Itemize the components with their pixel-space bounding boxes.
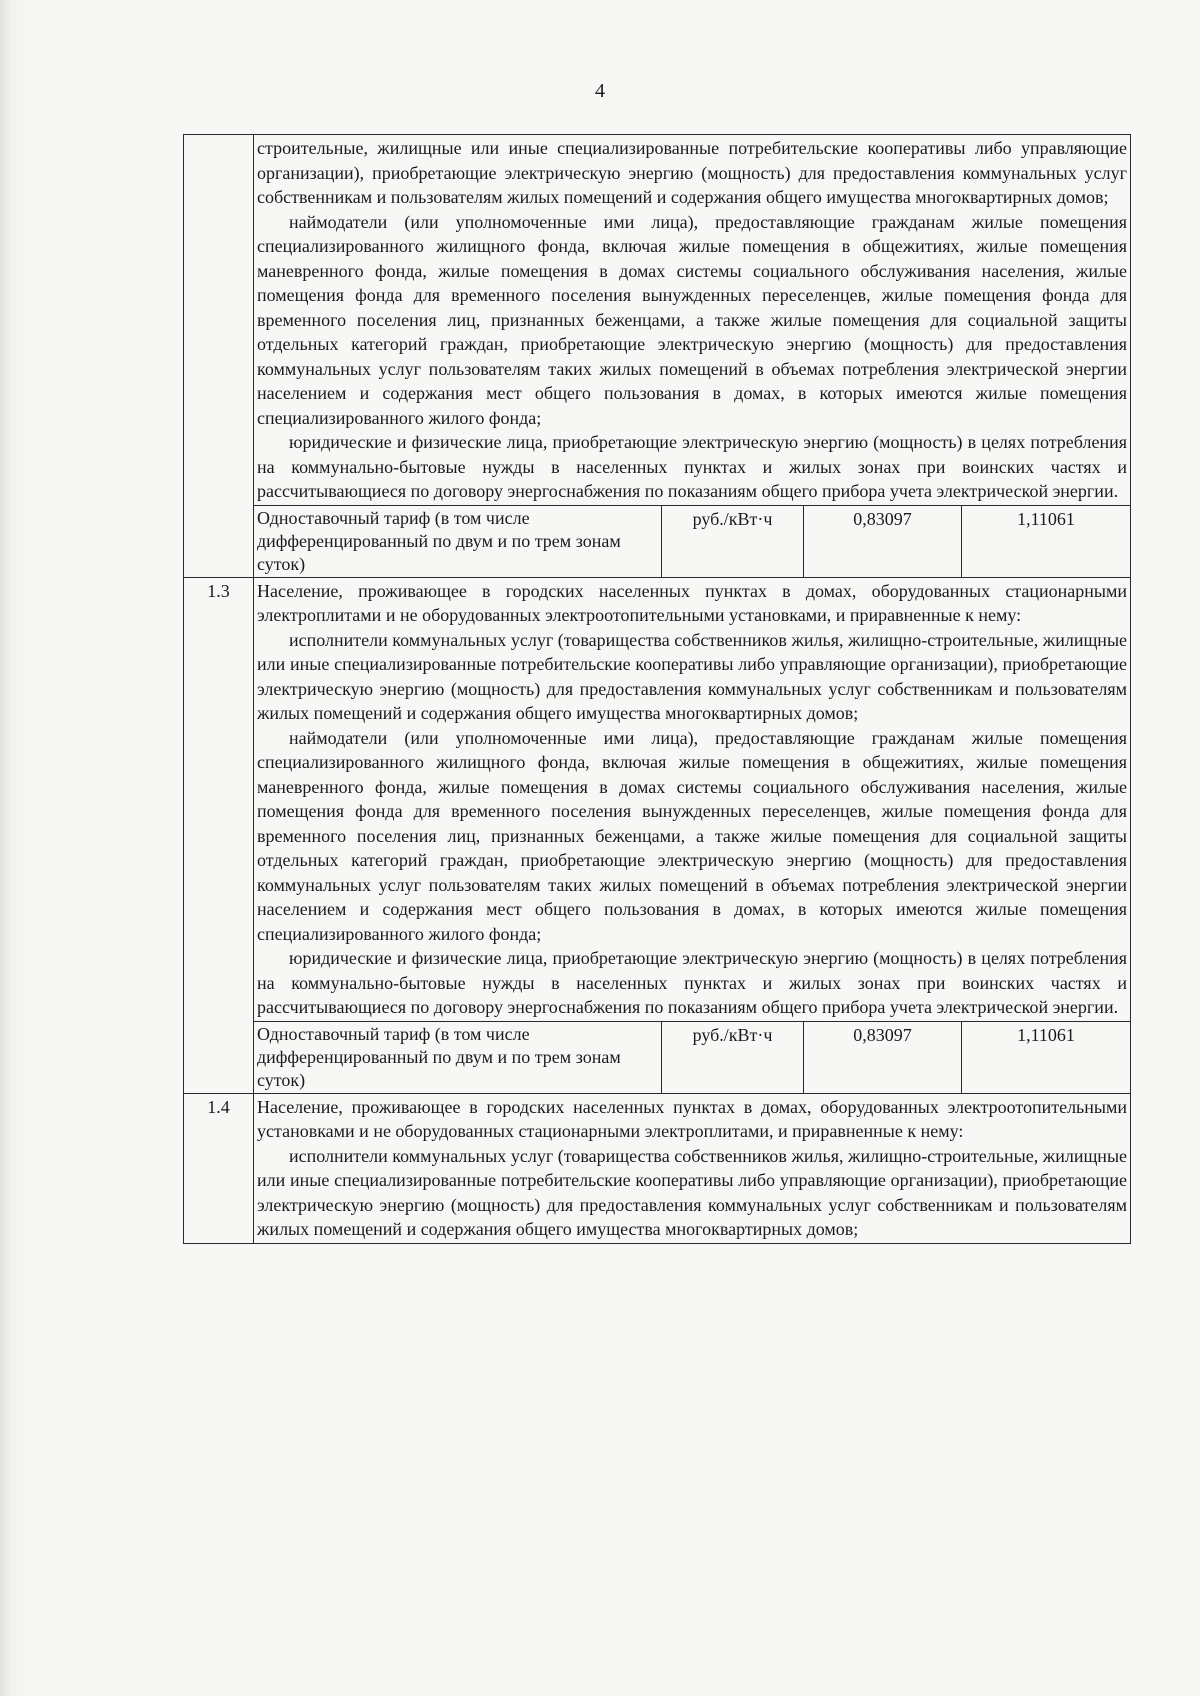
tariff-table	[183, 134, 1131, 1244]
row-number: 1.3	[184, 577, 254, 1093]
paragraph: юридические и физические лица, приобретающие электрическую энергию (мощность) в целях потребления на коммунально-бытовые нужды в населенных пунктах и жилых зонах при воинских частях и рассчитывающиеся по договору энергоснабжения по показаниям общего прибора учета электрической энергии.	[257, 432, 1128, 501]
table-row	[184, 577, 1131, 1021]
paragraph: Население, проживающее в городских населенных пунктах в домах, оборудованных стационарными электроплитами и не оборудованных электроотопительными установками, и приравненные к нему:	[257, 580, 1128, 625]
tariff-value-1: 0,83097	[804, 505, 962, 577]
row-description	[254, 1093, 1131, 1243]
paragraph: юридические и физические лица, приобретающие электрическую энергию (мощность) в целях потребления на коммунально-бытовые нужды в населенных пунктах и жилых зонах при воинских частях и рассчитывающиеся по договору энергоснабжения по показаниям общего прибора учета электрической энергии.	[257, 948, 1128, 1017]
table-row	[184, 1093, 1131, 1243]
tariff-unit: руб./кВт·ч	[662, 1021, 804, 1093]
tariff-row	[184, 505, 1131, 577]
tariff-label: Одноставочный тариф (в том числе дифференцированный по двум и по трем зонам суток)	[254, 1021, 662, 1093]
paragraph: исполнители коммунальных услуг (товарищества собственников жилья, жилищно-строительные, жилищные или иные специализированные потребительские кооперативы либо управляющие организации), приобретающие электрическую энергию (мощность) для предоставления коммунальных услуг собственникам и пользователям жилых помещений и содержания общего имущества многоквартирных домов;	[257, 1145, 1128, 1239]
row-number: 1.4	[184, 1093, 254, 1243]
row-number	[184, 135, 254, 578]
paragraph: исполнители коммунальных услуг (товарищества собственников жилья, жилищно-строительные, жилищные или иные специализированные потребительские кооперативы либо управляющие организации), приобретающие электрическую энергию (мощность) для предоставления коммунальных услуг собственникам и пользователям жилых помещений и содержания общего имущества многоквартирных домов;	[257, 629, 1128, 723]
tariff-row	[184, 1021, 1131, 1093]
page-number: 4	[595, 80, 605, 102]
paragraph: строительные, жилищные или иные специализированные потребительские кооперативы либо управляющие организации), приобретающие электрическую энергию (мощность) для предоставления коммунальных услуг собственникам и пользователям жилых помещений и содержания общего имущества многоквартирных домов;	[257, 138, 1128, 207]
scan-edge-shadow	[0, 0, 30, 1696]
paragraph: наймодатели (или уполномоченные ими лица), предоставляющие гражданам жилые помещения специализированного жилищного фонда, включая жилые помещения в общежитиях, жилые помещения маневренного фонда, жилые помещения в домах системы социального обслуживания населения, жилые помещения фонда для временного поселения вынужденных переселенцев, жилые помещения фонда для временного поселения лиц, признанных беженцами, а также жилые помещения для социальной защиты отдельных категорий граждан, приобретающие электрическую энергию (мощность) для предоставления коммунальных услуг пользователям таких жилых помещений в объемах потребления электрической энергии населением и содержания мест общего пользования в домах, в которых имеются жилые помещения специализированного жилого фонда;	[257, 727, 1128, 944]
paragraph: Население, проживающее в городских населенных пунктах в домах, оборудованных электроотопительными установками и не оборудованных стационарными электроплитами, и приравненные к нему:	[257, 1096, 1128, 1141]
tariff-unit: руб./кВт·ч	[662, 505, 804, 577]
row-description	[254, 135, 1131, 506]
tariff-value-2: 1,11061	[962, 1021, 1131, 1093]
tariff-value-2: 1,11061	[962, 505, 1131, 577]
table-row	[184, 135, 1131, 506]
paragraph: наймодатели (или уполномоченные ими лица), предоставляющие гражданам жилые помещения специализированного жилищного фонда, включая жилые помещения в общежитиях, жилые помещения маневренного фонда, жилые помещения в домах системы социального обслуживания населения, жилые помещения фонда для временного поселения вынужденных переселенцев, жилые помещения фонда для временного поселения лиц, признанных беженцами, а также жилые помещения для социальной защиты отдельных категорий граждан, приобретающие электрическую энергию (мощность) для предоставления коммунальных услуг пользователям таких жилых помещений в объемах потребления электрической энергии населением и содержания мест общего пользования в домах, в которых имеются жилые помещения специализированного жилого фонда;	[257, 211, 1128, 428]
tariff-value-1: 0,83097	[804, 1021, 962, 1093]
row-description	[254, 577, 1131, 1021]
tariff-label: Одноставочный тариф (в том числе дифференцированный по двум и по трем зонам суток)	[254, 505, 662, 577]
